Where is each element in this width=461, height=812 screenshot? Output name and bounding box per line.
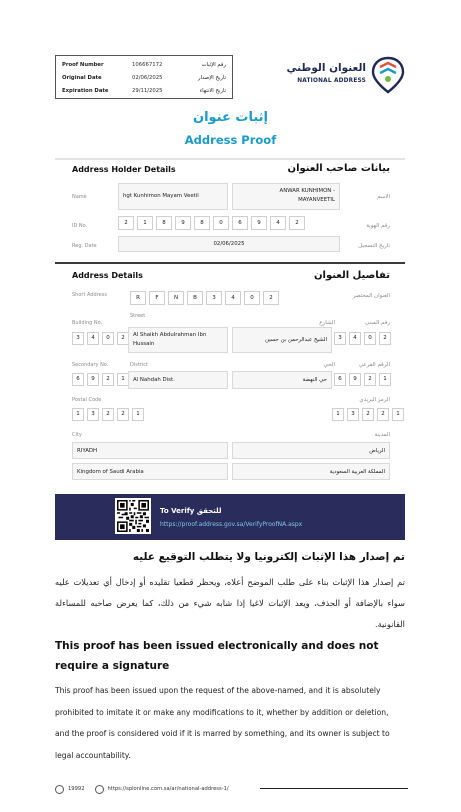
page-title-ar: إثبات عنوان bbox=[192, 110, 268, 125]
proof-number-value: 106667172 bbox=[132, 62, 163, 68]
reg-date-value: 02/06/2025 bbox=[213, 241, 245, 247]
proof-number-row bbox=[62, 59, 226, 71]
short-address-label-ar: العنوان المختصر bbox=[352, 293, 390, 299]
postal-code-label-ar: الرمز البريدي bbox=[359, 397, 390, 403]
logo-text-en: NATIONAL ADDRESS bbox=[297, 78, 366, 84]
building-label: Building No. bbox=[72, 320, 103, 326]
digit-cell: 4 bbox=[349, 332, 361, 345]
expiration-date-row bbox=[62, 85, 226, 97]
district-field-ar bbox=[232, 371, 332, 389]
street-label: Street bbox=[130, 313, 146, 319]
district-label-ar: الحي bbox=[323, 362, 335, 368]
digit-cell: 2 bbox=[377, 408, 389, 421]
digit-cell: 9 bbox=[175, 216, 191, 230]
country-value-ar: المملكة العربية السعودية bbox=[329, 469, 385, 475]
street-value-en-line1: Al Shaikh Abdulrahman Ibn bbox=[133, 332, 207, 338]
digit-cell: 1 bbox=[379, 373, 391, 386]
street-field-ar bbox=[232, 327, 332, 353]
secondary-label-ar: الرقم الفرعي bbox=[358, 362, 390, 368]
id-number-digits bbox=[118, 216, 305, 230]
original-date-label-ar: تاريخ الإصدار bbox=[197, 75, 226, 81]
digit-cell: 3 bbox=[347, 408, 359, 421]
street-field-en bbox=[128, 327, 228, 353]
district-value-en: Al Nahdah Dist. bbox=[133, 377, 175, 383]
digit-cell: 1 bbox=[117, 373, 129, 386]
digit-cell: 4 bbox=[225, 291, 241, 305]
digit-cell: 2 bbox=[362, 408, 374, 421]
digit-cell: 0 bbox=[213, 216, 229, 230]
short-address-chars bbox=[130, 291, 279, 305]
original-date-row bbox=[62, 72, 226, 84]
digit-cell: 0 bbox=[244, 291, 260, 305]
digit-cell: 2 bbox=[289, 216, 305, 230]
digit-cell: 9 bbox=[251, 216, 267, 230]
original-date-value: 02/06/2025 bbox=[132, 75, 163, 81]
holder-section-title-ar: بيانات صاحب العنوان bbox=[287, 163, 390, 174]
secondary-label: Secondary No. bbox=[72, 362, 109, 368]
logo-text-ar: العنوان الوطني bbox=[286, 62, 366, 74]
building-digits-ar bbox=[334, 332, 391, 345]
secondary-digits-ar bbox=[334, 373, 391, 386]
digit-cell: 3 bbox=[72, 332, 84, 345]
digit-cell: 9 bbox=[87, 373, 99, 386]
postal-code-label: Postal Code bbox=[72, 397, 102, 403]
footer-line bbox=[260, 788, 408, 789]
digit-cell: 1 bbox=[392, 408, 404, 421]
proof-number-label-ar: رقم الإثبات bbox=[201, 62, 226, 68]
secondary-digits-en bbox=[72, 373, 129, 386]
digit-cell: 3 bbox=[87, 408, 99, 421]
address-section-title-en: Address Details bbox=[72, 271, 143, 280]
country-field-en bbox=[72, 463, 228, 480]
building-digits-en bbox=[72, 332, 129, 345]
verify-label: To Verify للتحقق bbox=[160, 507, 222, 515]
name-label-ar: الاسم bbox=[377, 194, 390, 200]
postal-digits-ar bbox=[332, 408, 404, 421]
digit-cell: N bbox=[168, 291, 184, 305]
statement-body-ar: تم إصدار هذا الإثبات بناء على طلب الموضح أعلاه، ويحظر قطعيا تقليده أو إدخال أي تعديلات عليه سواء بالإضافة أو الحذف، ويعد الإثبات لاغيا إذا شابه شيء من ذلك، كما يعرض صاحبه للمساءلة القانونية. bbox=[55, 577, 405, 629]
digit-cell: 2 bbox=[117, 408, 129, 421]
page-title-en: Address Proof bbox=[184, 133, 277, 147]
proof-number-label: Proof Number bbox=[62, 62, 104, 68]
expiration-date-value: 29/11/2025 bbox=[132, 88, 163, 94]
digit-cell: 1 bbox=[332, 408, 344, 421]
digit-cell: 2 bbox=[118, 216, 134, 230]
city-value-ar: الرياض bbox=[369, 448, 385, 454]
city-field-ar bbox=[232, 442, 390, 459]
digit-cell: 3 bbox=[334, 332, 346, 345]
street-value-ar: الشيخ عبدالرحمن بن حسين bbox=[264, 337, 327, 343]
digit-cell: 6 bbox=[72, 373, 84, 386]
digit-cell: B bbox=[187, 291, 203, 305]
country-field-ar bbox=[232, 463, 390, 480]
name-field-ar bbox=[232, 183, 340, 210]
qr-code-graphic bbox=[117, 500, 149, 532]
section-separator bbox=[55, 262, 405, 264]
short-address-label: Short Address bbox=[72, 292, 107, 298]
id-label: ID No. bbox=[72, 223, 88, 229]
divider bbox=[55, 158, 405, 160]
digit-cell: 2 bbox=[117, 332, 129, 345]
name-value-ar-line2: MAYANVEETIL bbox=[298, 197, 335, 203]
globe-icon bbox=[95, 785, 104, 794]
digit-cell: 1 bbox=[72, 408, 84, 421]
digit-cell: 6 bbox=[334, 373, 346, 386]
city-label-ar: المدينة bbox=[374, 432, 390, 438]
name-value-en: hgt Kunhimon Mayam Veetil bbox=[123, 193, 199, 199]
district-label: District bbox=[130, 362, 148, 368]
district-field-en bbox=[128, 371, 228, 389]
name-field-en bbox=[118, 183, 228, 210]
district-value-ar: حي النهضة bbox=[302, 377, 327, 383]
digit-cell: 0 bbox=[364, 332, 376, 345]
digit-cell: 2 bbox=[102, 408, 114, 421]
national-address-logo-icon bbox=[368, 55, 408, 95]
digit-cell: 0 bbox=[102, 332, 114, 345]
proof-info-box bbox=[55, 55, 233, 99]
reg-date-label: Reg. Date bbox=[72, 243, 97, 249]
footer-phone[interactable]: 19992 bbox=[68, 786, 85, 792]
verify-band bbox=[55, 494, 405, 540]
digit-cell: 2 bbox=[263, 291, 279, 305]
city-value-en: RIYADH bbox=[77, 448, 98, 454]
digit-cell: 8 bbox=[156, 216, 172, 230]
digit-cell: R bbox=[130, 291, 146, 305]
address-section-title-ar: تفاصيل العنوان bbox=[313, 270, 390, 281]
footer bbox=[55, 782, 229, 796]
verify-url-link[interactable]: https://proof.address.gov.sa/VerifyProofNA.aspx bbox=[160, 521, 303, 528]
digit-cell: 8 bbox=[194, 216, 210, 230]
statement-body-en: This proof has been issued upon the request of the above-named, and it is absolutely prohibited to imitate it or make any modifications to it, whether by addition or deletion, and the proof is considered void if it is marred by something, and its owner is subject to legal accountability. bbox=[55, 686, 390, 760]
footer-url-link[interactable]: https://splonline.com.sa/ar/national-address-1/ bbox=[107, 786, 229, 792]
id-label-ar: رقم الهوية bbox=[366, 223, 390, 229]
digit-cell: 1 bbox=[132, 408, 144, 421]
expiration-date-label: Expiration Date bbox=[62, 88, 109, 94]
expiration-date-label-ar: تاريخ الانتهاء bbox=[199, 88, 226, 94]
name-value-ar-line1: ANWAR KUNHIMON - bbox=[279, 188, 335, 194]
digit-cell: 2 bbox=[102, 373, 114, 386]
digit-cell: 9 bbox=[349, 373, 361, 386]
building-label-ar: رقم المبنى bbox=[365, 320, 390, 326]
postal-digits-en bbox=[72, 408, 144, 421]
street-value-en-line2: Hussain bbox=[133, 341, 155, 347]
digit-cell: F bbox=[149, 291, 165, 305]
digit-cell: 4 bbox=[270, 216, 286, 230]
street-label-ar: الشارع bbox=[319, 320, 335, 326]
city-label: City bbox=[72, 432, 82, 438]
statement-heading-ar: تم إصدار هذا الإثبات إلكترونيا ولا يتطلب التوقيع عليه bbox=[132, 551, 405, 563]
statement-heading-en: This proof has been issued electronically and does not require a signature bbox=[55, 640, 379, 672]
digit-cell: 4 bbox=[87, 332, 99, 345]
qr-code-icon[interactable] bbox=[115, 498, 151, 534]
country-value-en: Kingdom of Saudi Arabia bbox=[77, 469, 144, 475]
reg-date-label-ar: تاريخ التسجيل bbox=[358, 243, 390, 249]
holder-section-title-en: Address Holder Details bbox=[72, 165, 176, 174]
digit-cell: 2 bbox=[379, 332, 391, 345]
digit-cell: 1 bbox=[137, 216, 153, 230]
digit-cell: 3 bbox=[206, 291, 222, 305]
phone-icon bbox=[55, 785, 64, 794]
digit-cell: 6 bbox=[232, 216, 248, 230]
name-label: Name bbox=[72, 194, 87, 200]
reg-date-field bbox=[118, 236, 340, 252]
city-field-en bbox=[72, 442, 228, 459]
digit-cell: 2 bbox=[364, 373, 376, 386]
original-date-label: Original Date bbox=[62, 75, 102, 81]
